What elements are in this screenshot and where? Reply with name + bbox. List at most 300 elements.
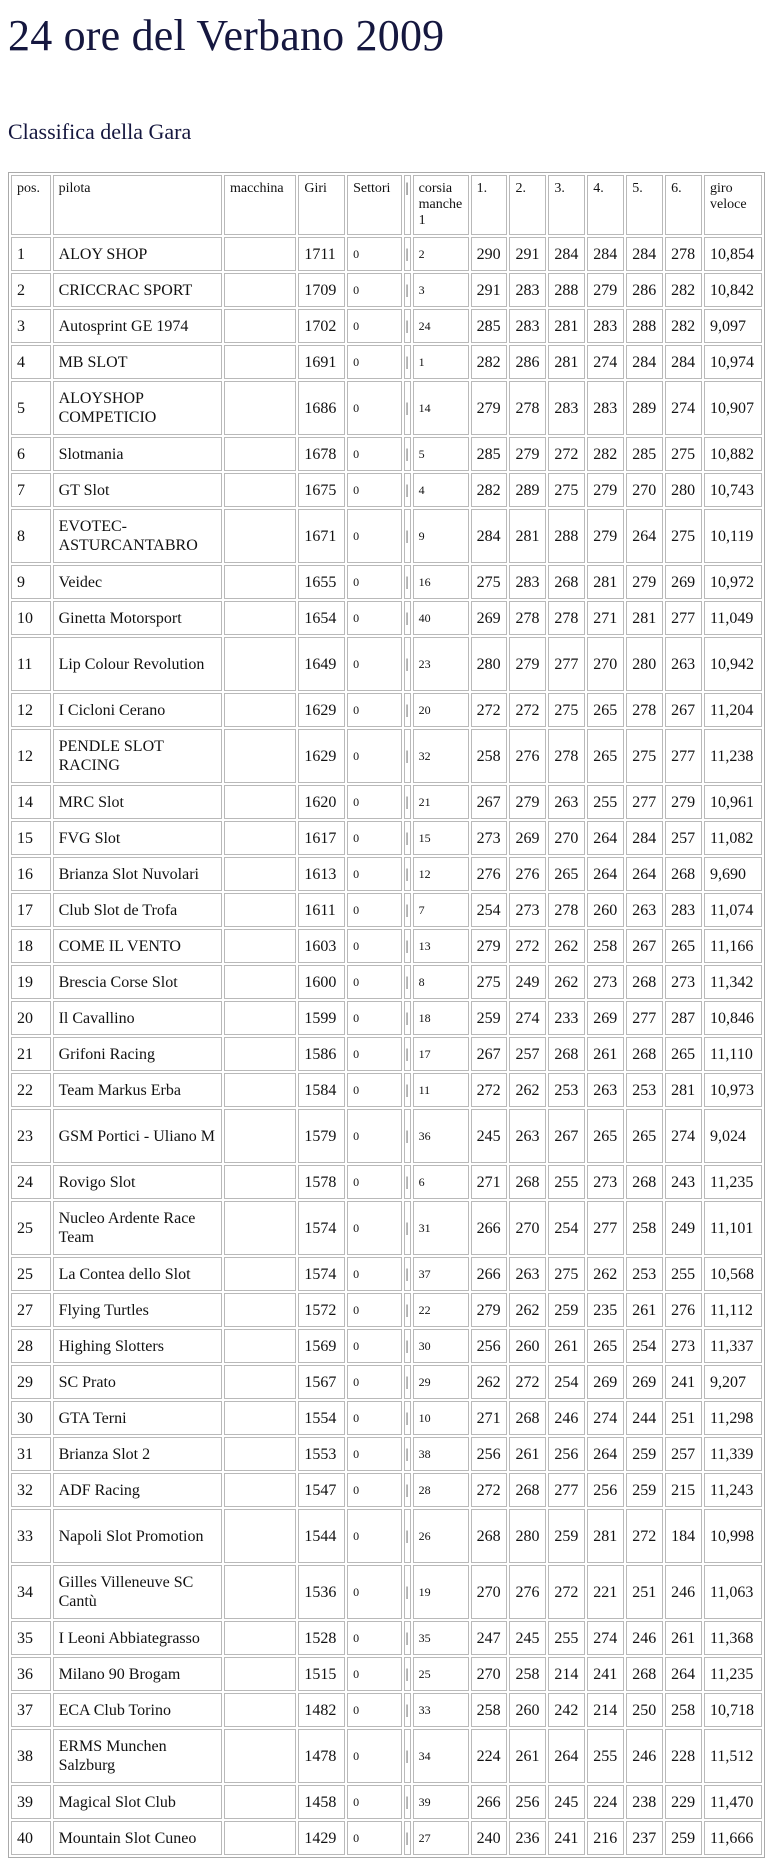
cell-lap-2: 283 <box>509 565 546 599</box>
cell-corsia: 19 <box>413 1565 469 1619</box>
cell-giro-veloce: 11,337 <box>704 1329 762 1363</box>
cell-giro-veloce: 11,243 <box>704 1473 762 1507</box>
cell-giro-veloce: 11,204 <box>704 693 762 727</box>
cell-settori: 0 <box>347 237 402 271</box>
cell-lap-1: 280 <box>471 637 508 691</box>
cell-settori: 0 <box>347 893 402 927</box>
cell-pos: 28 <box>11 1329 51 1363</box>
cell-lap-2: 263 <box>509 1109 546 1163</box>
cell-lap-4: 264 <box>587 1437 624 1471</box>
cell-macchina <box>224 821 296 855</box>
cell-giri: 1686 <box>298 381 345 435</box>
cell-lap-6: 261 <box>665 1621 702 1655</box>
cell-lap-4: 265 <box>587 729 624 783</box>
cell-lap-2: 283 <box>509 309 546 343</box>
cell-lap-3: 281 <box>548 345 585 379</box>
cell-giri: 1567 <box>298 1365 345 1399</box>
cell-pos: 29 <box>11 1365 51 1399</box>
cell-lap-3: 262 <box>548 965 585 999</box>
header-lap-1: 1. <box>471 175 508 235</box>
cell-lap-5: 286 <box>626 273 663 307</box>
cell-giri: 1572 <box>298 1293 345 1327</box>
cell-macchina <box>224 893 296 927</box>
cell-lap-1: 266 <box>471 1201 508 1255</box>
cell-lap-6: 257 <box>665 1437 702 1471</box>
cell-separator: | <box>404 601 411 635</box>
cell-giro-veloce: 11,235 <box>704 1165 762 1199</box>
header-lap-2: 2. <box>509 175 546 235</box>
cell-settori: 0 <box>347 1437 402 1471</box>
cell-pos: 31 <box>11 1437 51 1471</box>
cell-giri: 1429 <box>298 1821 345 1855</box>
cell-separator: | <box>404 1657 411 1691</box>
cell-macchina <box>224 1437 296 1471</box>
table-row <box>11 1037 762 1071</box>
cell-pilota: I Leoni Abbiategrasso <box>53 1621 222 1655</box>
cell-macchina <box>224 237 296 271</box>
cell-lap-4: 273 <box>587 1165 624 1199</box>
cell-lap-3: 242 <box>548 1693 585 1727</box>
cell-pilota: Slotmania <box>53 437 222 471</box>
cell-lap-2: 276 <box>509 729 546 783</box>
table-row <box>11 929 762 963</box>
cell-lap-3: 268 <box>548 565 585 599</box>
table-row <box>11 1257 762 1291</box>
cell-corsia: 27 <box>413 1821 469 1855</box>
cell-lap-4: 270 <box>587 637 624 691</box>
cell-separator: | <box>404 1509 411 1563</box>
cell-lap-3: 275 <box>548 693 585 727</box>
cell-pos: 38 <box>11 1729 51 1783</box>
cell-lap-3: 281 <box>548 309 585 343</box>
cell-lap-4: 264 <box>587 821 624 855</box>
cell-macchina <box>224 381 296 435</box>
cell-giro-veloce: 11,082 <box>704 821 762 855</box>
cell-corsia: 33 <box>413 1693 469 1727</box>
cell-pilota: GT Slot <box>53 473 222 507</box>
cell-macchina <box>224 929 296 963</box>
cell-lap-1: 275 <box>471 965 508 999</box>
cell-settori: 0 <box>347 1565 402 1619</box>
cell-pilota: ALOYSHOP COMPETICIO <box>53 381 222 435</box>
cell-giro-veloce: 11,666 <box>704 1821 762 1855</box>
cell-corsia: 36 <box>413 1109 469 1163</box>
table-row <box>11 637 762 691</box>
cell-settori: 0 <box>347 601 402 635</box>
cell-separator: | <box>404 1821 411 1855</box>
cell-giri: 1515 <box>298 1657 345 1691</box>
cell-pos: 12 <box>11 693 51 727</box>
cell-pos: 14 <box>11 785 51 819</box>
cell-lap-1: 272 <box>471 1073 508 1107</box>
cell-separator: | <box>404 1693 411 1727</box>
table-row <box>11 1109 762 1163</box>
cell-lap-1: 272 <box>471 1473 508 1507</box>
cell-macchina <box>224 509 296 563</box>
cell-giri: 1600 <box>298 965 345 999</box>
cell-pilota: Grifoni Racing <box>53 1037 222 1071</box>
cell-lap-3: 278 <box>548 729 585 783</box>
cell-lap-3: 254 <box>548 1201 585 1255</box>
cell-corsia: 17 <box>413 1037 469 1071</box>
cell-lap-3: 245 <box>548 1785 585 1819</box>
cell-separator: | <box>404 1785 411 1819</box>
cell-lap-1: 285 <box>471 437 508 471</box>
cell-lap-6: 267 <box>665 693 702 727</box>
cell-lap-1: 254 <box>471 893 508 927</box>
cell-corsia: 40 <box>413 601 469 635</box>
cell-separator: | <box>404 1401 411 1435</box>
cell-settori: 0 <box>347 437 402 471</box>
cell-pilota: Milano 90 Brogam <box>53 1657 222 1691</box>
cell-lap-4: 260 <box>587 893 624 927</box>
cell-lap-1: 266 <box>471 1785 508 1819</box>
cell-lap-2: 257 <box>509 1037 546 1071</box>
cell-giri: 1620 <box>298 785 345 819</box>
cell-giro-veloce: 11,235 <box>704 1657 762 1691</box>
cell-lap-5: 259 <box>626 1473 663 1507</box>
cell-lap-4: 281 <box>587 565 624 599</box>
table-row <box>11 473 762 507</box>
cell-pos: 37 <box>11 1693 51 1727</box>
cell-lap-4: 274 <box>587 345 624 379</box>
cell-giro-veloce: 11,238 <box>704 729 762 783</box>
cell-corsia: 39 <box>413 1785 469 1819</box>
table-row <box>11 1201 762 1255</box>
cell-giri: 1599 <box>298 1001 345 1035</box>
cell-macchina <box>224 1293 296 1327</box>
table-row <box>11 965 762 999</box>
cell-giro-veloce: 10,842 <box>704 273 762 307</box>
cell-lap-5: 277 <box>626 785 663 819</box>
cell-macchina <box>224 1037 296 1071</box>
cell-lap-5: 261 <box>626 1293 663 1327</box>
table-row <box>11 601 762 635</box>
cell-lap-3: 256 <box>548 1437 585 1471</box>
cell-macchina <box>224 601 296 635</box>
cell-corsia: 25 <box>413 1657 469 1691</box>
cell-lap-5: 264 <box>626 509 663 563</box>
cell-pilota: Napoli Slot Promotion <box>53 1509 222 1563</box>
cell-lap-3: 272 <box>548 1565 585 1619</box>
cell-corsia: 12 <box>413 857 469 891</box>
cell-lap-3: 262 <box>548 929 585 963</box>
cell-macchina <box>224 1001 296 1035</box>
cell-lap-1: 279 <box>471 929 508 963</box>
cell-pilota: EVOTEC-ASTURCANTABRO <box>53 509 222 563</box>
cell-lap-1: 284 <box>471 509 508 563</box>
cell-macchina <box>224 1329 296 1363</box>
cell-macchina <box>224 637 296 691</box>
cell-settori: 0 <box>347 1257 402 1291</box>
cell-lap-3: 272 <box>548 437 585 471</box>
cell-lap-5: 263 <box>626 893 663 927</box>
cell-lap-4: 283 <box>587 309 624 343</box>
cell-settori: 0 <box>347 1365 402 1399</box>
cell-lap-6: 258 <box>665 1693 702 1727</box>
cell-pilota: GSM Portici - Uliano M <box>53 1109 222 1163</box>
cell-giri: 1584 <box>298 1073 345 1107</box>
cell-lap-2: 281 <box>509 509 546 563</box>
cell-pilota: COME IL VENTO <box>53 929 222 963</box>
cell-macchina <box>224 1509 296 1563</box>
cell-separator: | <box>404 437 411 471</box>
cell-separator: | <box>404 1729 411 1783</box>
cell-lap-1: 256 <box>471 1329 508 1363</box>
cell-lap-2: 261 <box>509 1437 546 1471</box>
cell-separator: | <box>404 309 411 343</box>
table-row <box>11 857 762 891</box>
cell-lap-2: 276 <box>509 1565 546 1619</box>
cell-lap-1: 270 <box>471 1565 508 1619</box>
cell-lap-4: 216 <box>587 1821 624 1855</box>
cell-giri: 1536 <box>298 1565 345 1619</box>
cell-lap-2: 279 <box>509 785 546 819</box>
cell-lap-3: 263 <box>548 785 585 819</box>
cell-lap-1: 224 <box>471 1729 508 1783</box>
cell-lap-3: 255 <box>548 1621 585 1655</box>
cell-settori: 0 <box>347 309 402 343</box>
table-row <box>11 273 762 307</box>
cell-macchina <box>224 1693 296 1727</box>
cell-corsia: 20 <box>413 693 469 727</box>
cell-settori: 0 <box>347 1001 402 1035</box>
cell-lap-6: 246 <box>665 1565 702 1619</box>
cell-macchina <box>224 473 296 507</box>
cell-pilota: Rovigo Slot <box>53 1165 222 1199</box>
cell-macchina <box>224 857 296 891</box>
cell-corsia: 24 <box>413 309 469 343</box>
cell-lap-1: 258 <box>471 1693 508 1727</box>
cell-pos: 25 <box>11 1201 51 1255</box>
cell-corsia: 22 <box>413 1293 469 1327</box>
cell-settori: 0 <box>347 965 402 999</box>
cell-pilota: MB SLOT <box>53 345 222 379</box>
cell-giro-veloce: 11,470 <box>704 1785 762 1819</box>
table-row <box>11 1001 762 1035</box>
cell-giri: 1671 <box>298 509 345 563</box>
cell-lap-1: 285 <box>471 309 508 343</box>
cell-corsia: 29 <box>413 1365 469 1399</box>
cell-macchina <box>224 345 296 379</box>
cell-macchina <box>224 1401 296 1435</box>
table-row <box>11 1821 762 1855</box>
cell-lap-5: 285 <box>626 437 663 471</box>
cell-lap-1: 247 <box>471 1621 508 1655</box>
cell-lap-1: 282 <box>471 345 508 379</box>
cell-separator: | <box>404 1073 411 1107</box>
cell-settori: 0 <box>347 729 402 783</box>
cell-lap-5: 280 <box>626 637 663 691</box>
table-row <box>11 1693 762 1727</box>
cell-pilota: ERMS Munchen Salzburg <box>53 1729 222 1783</box>
cell-lap-2: 249 <box>509 965 546 999</box>
cell-lap-5: 268 <box>626 1037 663 1071</box>
cell-giri: 1675 <box>298 473 345 507</box>
cell-corsia: 30 <box>413 1329 469 1363</box>
cell-settori: 0 <box>347 1401 402 1435</box>
table-row <box>11 1293 762 1327</box>
cell-separator: | <box>404 637 411 691</box>
cell-macchina <box>224 1565 296 1619</box>
cell-lap-6: 273 <box>665 965 702 999</box>
header-lap-6: 6. <box>665 175 702 235</box>
table-row <box>11 1729 762 1783</box>
cell-corsia: 1 <box>413 345 469 379</box>
cell-lap-5: 244 <box>626 1401 663 1435</box>
cell-separator: | <box>404 965 411 999</box>
cell-corsia: 7 <box>413 893 469 927</box>
cell-giro-veloce: 10,942 <box>704 637 762 691</box>
cell-lap-6: 278 <box>665 237 702 271</box>
cell-separator: | <box>404 821 411 855</box>
cell-pos: 5 <box>11 381 51 435</box>
cell-lap-2: 272 <box>509 1365 546 1399</box>
cell-lap-6: 259 <box>665 1821 702 1855</box>
cell-lap-4: 279 <box>587 473 624 507</box>
cell-separator: | <box>404 1437 411 1471</box>
cell-lap-6: 275 <box>665 509 702 563</box>
cell-lap-3: 275 <box>548 1257 585 1291</box>
cell-pos: 16 <box>11 857 51 891</box>
cell-lap-2: 245 <box>509 1621 546 1655</box>
page-title: 24 ore del Verbano 2009 <box>8 11 445 60</box>
cell-separator: | <box>404 1565 411 1619</box>
cell-lap-1: 262 <box>471 1365 508 1399</box>
cell-separator: | <box>404 785 411 819</box>
header-giri: Giri <box>298 175 345 235</box>
cell-lap-4: 258 <box>587 929 624 963</box>
cell-lap-2: 268 <box>509 1473 546 1507</box>
cell-lap-2: 272 <box>509 929 546 963</box>
cell-lap-4: 269 <box>587 1365 624 1399</box>
cell-giro-veloce: 10,743 <box>704 473 762 507</box>
cell-giri: 1554 <box>298 1401 345 1435</box>
cell-pos: 1 <box>11 237 51 271</box>
cell-lap-4: 265 <box>587 693 624 727</box>
cell-lap-4: 224 <box>587 1785 624 1819</box>
cell-giri: 1655 <box>298 565 345 599</box>
cell-pos: 18 <box>11 929 51 963</box>
cell-settori: 0 <box>347 1073 402 1107</box>
cell-lap-2: 283 <box>509 273 546 307</box>
cell-lap-2: 236 <box>509 1821 546 1855</box>
cell-giri: 1702 <box>298 309 345 343</box>
cell-pos: 4 <box>11 345 51 379</box>
header-macchina: macchina <box>224 175 296 235</box>
cell-giro-veloce: 11,342 <box>704 965 762 999</box>
cell-giro-veloce: 10,907 <box>704 381 762 435</box>
cell-lap-2: 263 <box>509 1257 546 1291</box>
table-row <box>11 693 762 727</box>
cell-lap-3: 233 <box>548 1001 585 1035</box>
cell-lap-6: 274 <box>665 381 702 435</box>
cell-corsia: 14 <box>413 381 469 435</box>
cell-giri: 1649 <box>298 637 345 691</box>
table-row <box>11 1329 762 1363</box>
cell-corsia: 32 <box>413 729 469 783</box>
cell-giro-veloce: 11,063 <box>704 1565 762 1619</box>
cell-pilota: Mountain Slot Cuneo <box>53 1821 222 1855</box>
cell-pos: 2 <box>11 273 51 307</box>
cell-pilota: Highing Slotters <box>53 1329 222 1363</box>
cell-corsia: 23 <box>413 637 469 691</box>
cell-giro-veloce: 10,961 <box>704 785 762 819</box>
cell-lap-2: 262 <box>509 1293 546 1327</box>
cell-pilota: GTA Terni <box>53 1401 222 1435</box>
cell-lap-1: 275 <box>471 565 508 599</box>
cell-lap-2: 272 <box>509 693 546 727</box>
table-row <box>11 565 762 599</box>
table-row <box>11 345 762 379</box>
table-row <box>11 1657 762 1691</box>
cell-giri: 1586 <box>298 1037 345 1071</box>
cell-giri: 1578 <box>298 1165 345 1199</box>
header-pos: pos. <box>11 175 51 235</box>
cell-giro-veloce: 10,882 <box>704 437 762 471</box>
table-row <box>11 1473 762 1507</box>
cell-giro-veloce: 10,119 <box>704 509 762 563</box>
cell-lap-1: 256 <box>471 1437 508 1471</box>
cell-lap-4: 283 <box>587 381 624 435</box>
cell-lap-3: 277 <box>548 637 585 691</box>
cell-giri: 1574 <box>298 1201 345 1255</box>
cell-giro-veloce: 10,998 <box>704 1509 762 1563</box>
cell-lap-3: 288 <box>548 509 585 563</box>
cell-macchina <box>224 1165 296 1199</box>
cell-giri: 1654 <box>298 601 345 635</box>
cell-separator: | <box>404 1621 411 1655</box>
cell-giro-veloce: 9,097 <box>704 309 762 343</box>
cell-lap-6: 277 <box>665 729 702 783</box>
cell-lap-6: 257 <box>665 821 702 855</box>
cell-giro-veloce: 11,339 <box>704 1437 762 1471</box>
cell-lap-1: 240 <box>471 1821 508 1855</box>
table-row <box>11 237 762 271</box>
header-giro-veloce: giro veloce <box>704 175 762 235</box>
cell-pilota: CRICCRAC SPORT <box>53 273 222 307</box>
cell-macchina <box>224 565 296 599</box>
cell-settori: 0 <box>347 1109 402 1163</box>
results-table <box>8 172 765 1858</box>
cell-corsia: 4 <box>413 473 469 507</box>
cell-lap-4: 274 <box>587 1401 624 1435</box>
cell-lap-1: 245 <box>471 1109 508 1163</box>
cell-lap-5: 254 <box>626 1329 663 1363</box>
cell-pos: 6 <box>11 437 51 471</box>
cell-macchina <box>224 1621 296 1655</box>
cell-lap-5: 253 <box>626 1073 663 1107</box>
cell-lap-3: 254 <box>548 1365 585 1399</box>
cell-corsia: 5 <box>413 437 469 471</box>
cell-separator: | <box>404 1001 411 1035</box>
cell-lap-2: 260 <box>509 1693 546 1727</box>
cell-settori: 0 <box>347 637 402 691</box>
cell-lap-6: 255 <box>665 1257 702 1291</box>
cell-giro-veloce: 11,110 <box>704 1037 762 1071</box>
cell-separator: | <box>404 473 411 507</box>
cell-macchina <box>224 729 296 783</box>
cell-pos: 25 <box>11 1257 51 1291</box>
cell-lap-6: 268 <box>665 857 702 891</box>
cell-settori: 0 <box>347 1473 402 1507</box>
cell-pilota: Brianza Slot 2 <box>53 1437 222 1471</box>
cell-lap-5: 268 <box>626 1657 663 1691</box>
cell-giri: 1547 <box>298 1473 345 1507</box>
cell-lap-3: 246 <box>548 1401 585 1435</box>
cell-lap-3: 259 <box>548 1509 585 1563</box>
cell-lap-6: 287 <box>665 1001 702 1035</box>
